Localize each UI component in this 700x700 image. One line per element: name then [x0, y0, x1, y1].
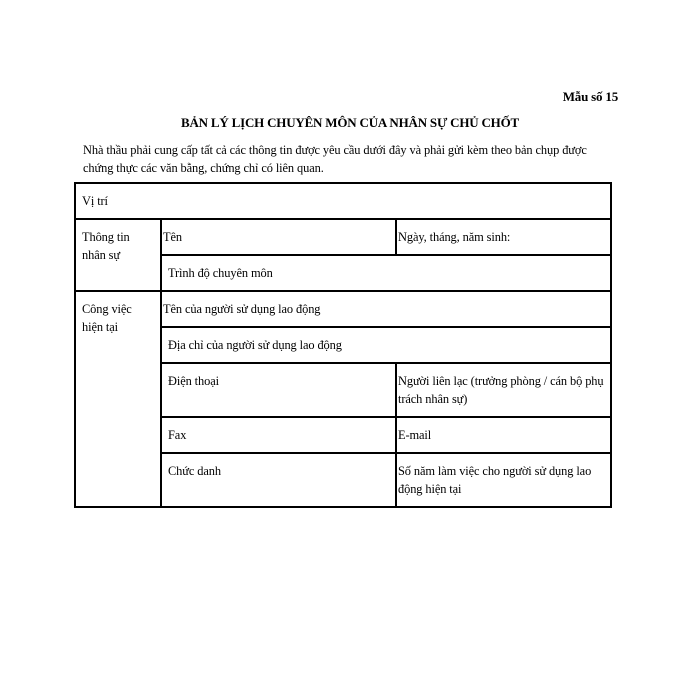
- table-row-employer-name: [75, 291, 611, 327]
- dob-label: Ngày, tháng, năm sinh:: [398, 230, 511, 244]
- fax-label: Fax: [168, 428, 187, 442]
- years-label: Số năm làm việc cho người sử dụng lao động hiện tại: [398, 464, 592, 496]
- instructions-paragraph: Nhà thầu phải cung cấp tất cả các thông tin được yêu cầu dưới đây và phải gửi kèm theo bản chụp được chứng thực các văn bằng, chứng chỉ có liên quan.: [83, 143, 587, 175]
- position-label: Vị trí: [82, 194, 108, 208]
- years-cell[interactable]: [396, 453, 611, 507]
- contact-cell[interactable]: [396, 363, 611, 417]
- phone-cell[interactable]: [161, 363, 396, 417]
- name-label: Tên: [163, 230, 182, 244]
- qualification-cell[interactable]: [161, 255, 611, 291]
- name-cell[interactable]: [161, 219, 396, 255]
- job-title-cell[interactable]: [161, 453, 396, 507]
- fax-cell[interactable]: [161, 417, 396, 453]
- personnel-cv-table: [74, 182, 612, 508]
- email-label: E-mail: [398, 428, 432, 442]
- email-cell[interactable]: [396, 417, 611, 453]
- position-cell[interactable]: [75, 183, 611, 219]
- current-job-section-label: Công việc hiện tại: [82, 302, 132, 334]
- personnel-section-label: Thông tin nhân sự: [82, 230, 130, 262]
- current-job-section-cell: [75, 291, 161, 507]
- table-row-position: [75, 183, 611, 219]
- employer-name-label: Tên của người sử dụng lao động: [163, 302, 321, 316]
- phone-label: Điện thoại: [168, 374, 219, 388]
- document-title: BẢN LÝ LỊCH CHUYÊN MÔN CỦA NHÂN SỰ CHỦ CHỐT: [181, 115, 519, 130]
- employer-address-cell[interactable]: [161, 327, 611, 363]
- employer-address-label: Địa chỉ của người sử dụng lao động: [168, 338, 342, 352]
- contact-label: Người liên lạc (trưởng phòng / cán bộ phụ trách nhân sự): [398, 374, 604, 406]
- qualification-label: Trình độ chuyên môn: [168, 266, 273, 280]
- form-number: Mẫu số 15: [562, 89, 618, 104]
- table-row-personnel-name: [75, 219, 611, 255]
- employer-name-cell[interactable]: [161, 291, 611, 327]
- personnel-section-cell: [75, 219, 161, 291]
- dob-cell[interactable]: [396, 219, 611, 255]
- job-title-label: Chức danh: [168, 464, 221, 478]
